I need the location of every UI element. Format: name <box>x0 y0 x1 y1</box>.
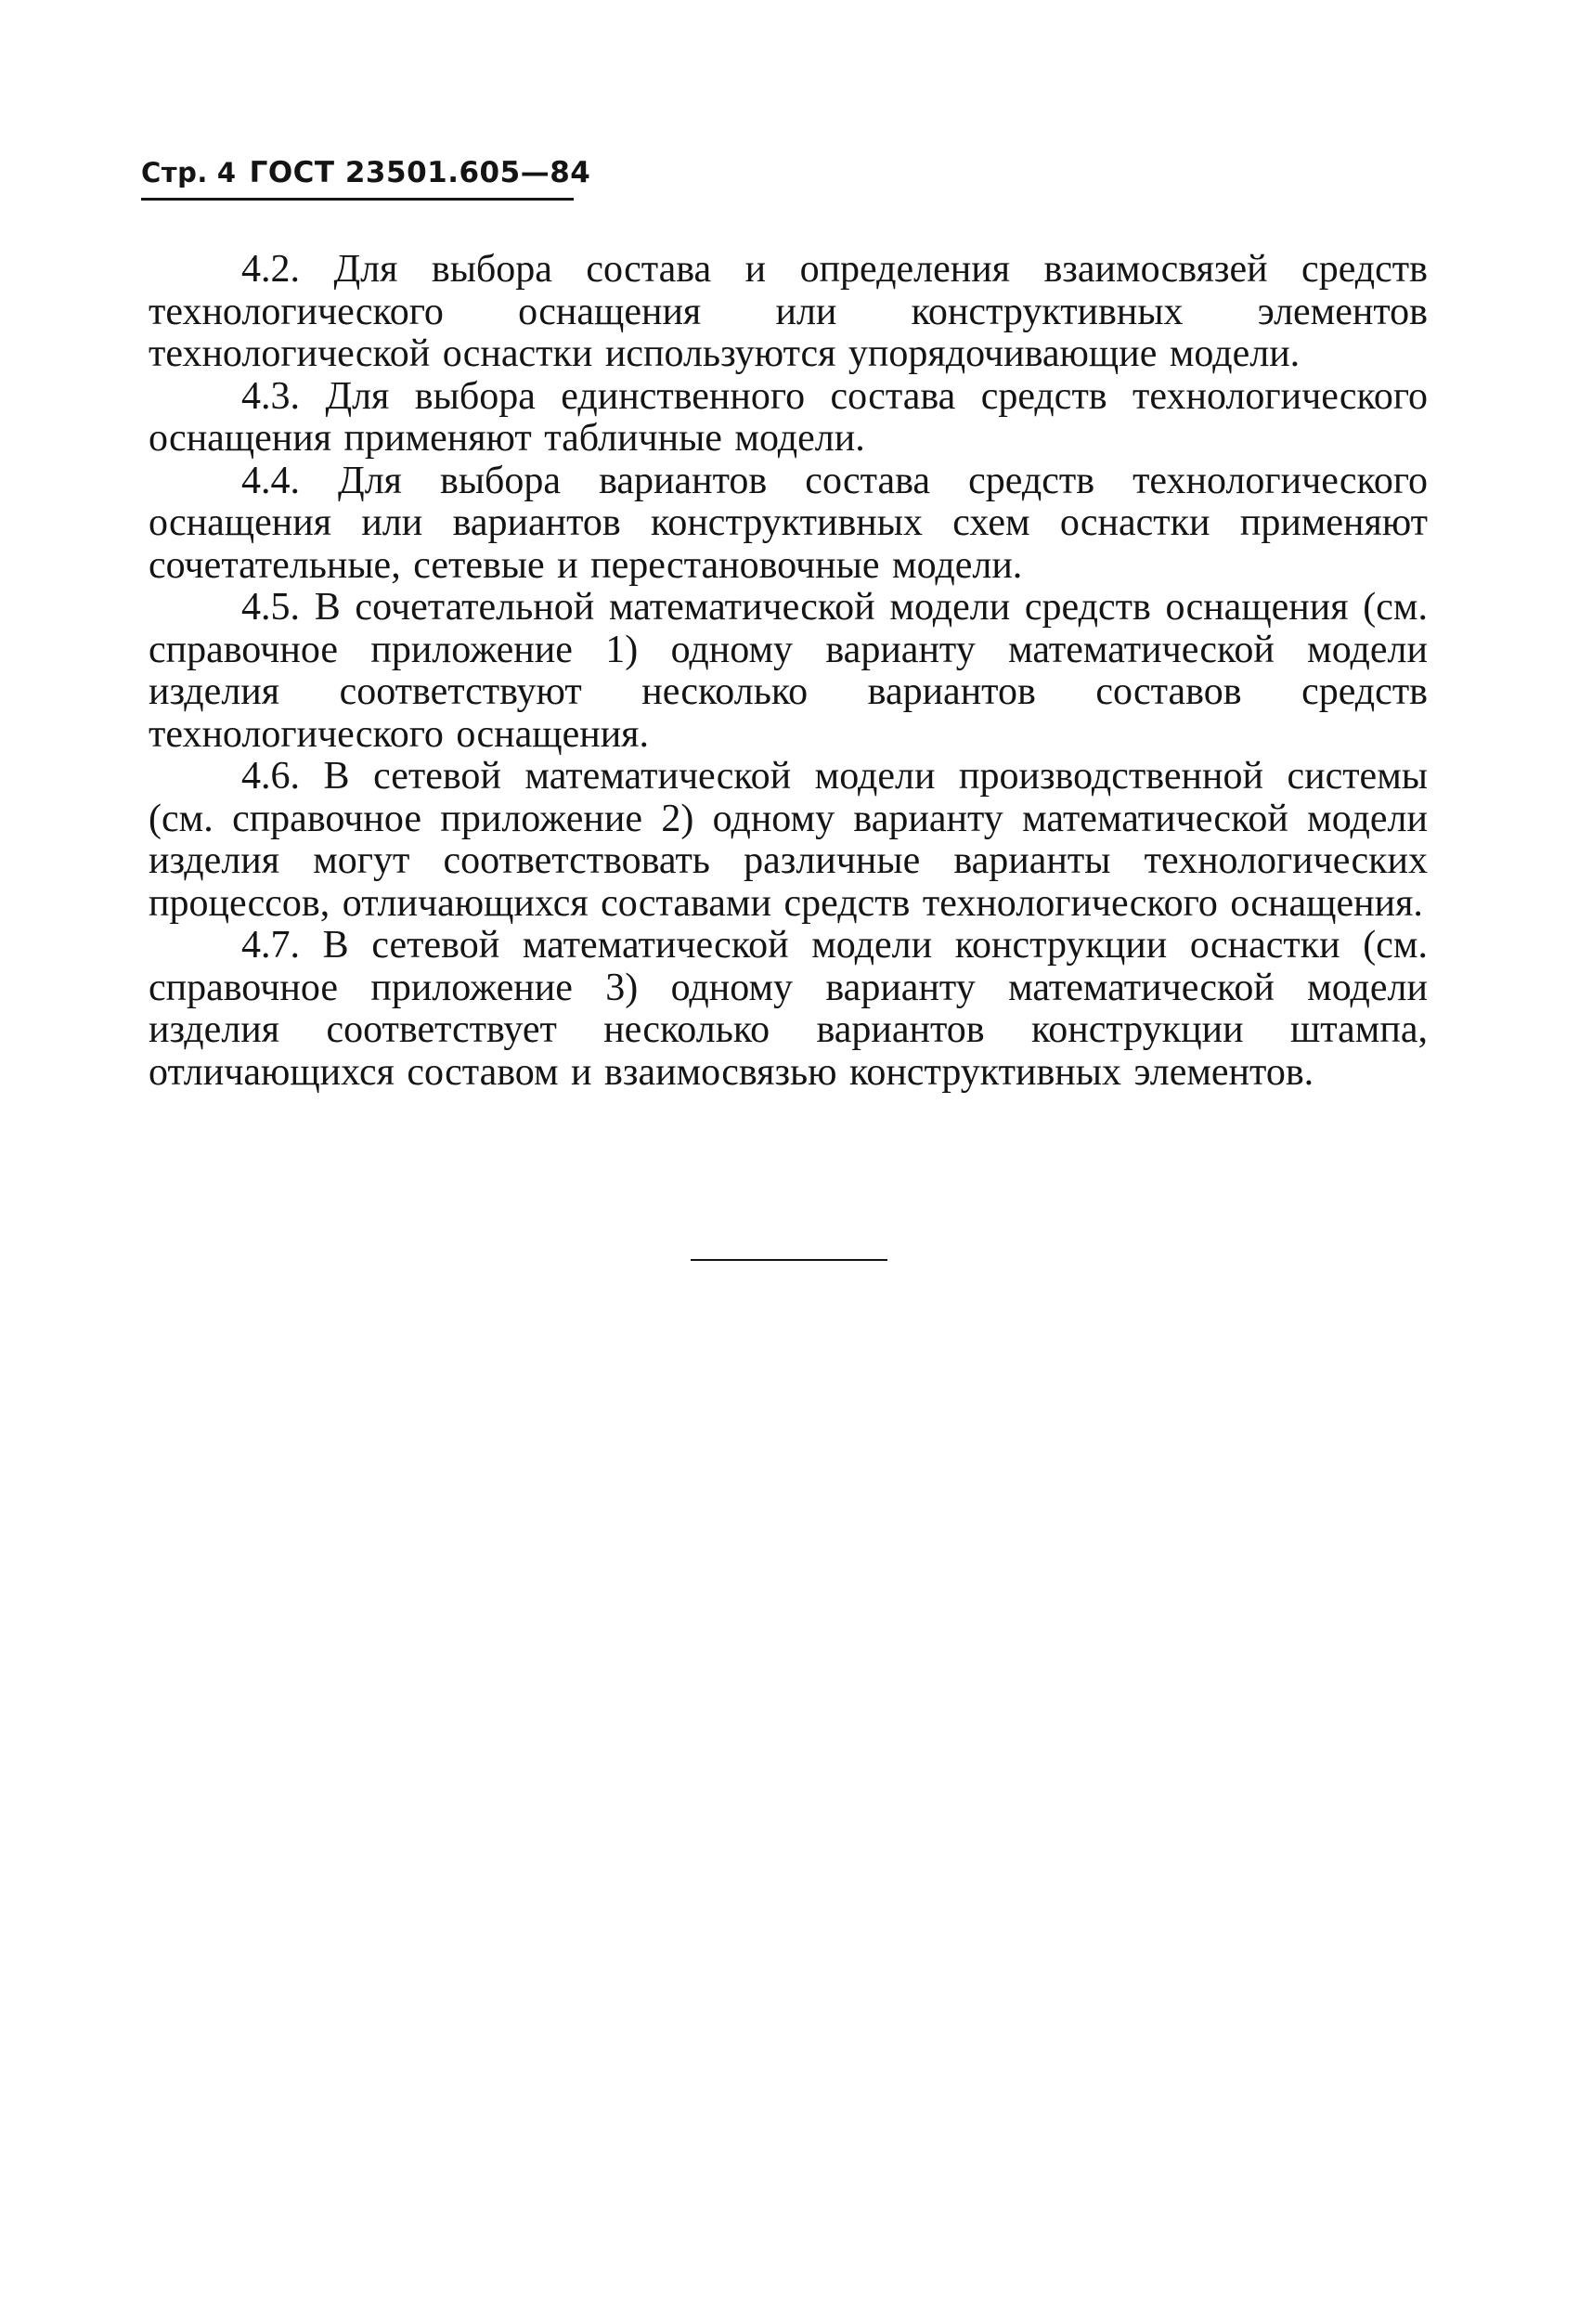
paragraph-4-2: 4.2. Для выбора состава и определения взаимосвязей средств технологического оснащения или конструктивных элементов технологической оснастки используются упорядочивающие модели. <box>149 248 1428 375</box>
paragraph-4-5: 4.5. В сочетательной математической модели средств оснащения (см. справочное приложение 1) одному варианту математической модели изделия соответствуют несколько вариантов составов средств технологического оснащения. <box>149 586 1428 756</box>
page-label: Стр. <box>141 157 208 188</box>
paragraph-4-3: 4.3. Для выбора единственного состава средств технологического оснащения применяют табличные модели. <box>149 374 1428 460</box>
paragraph-4-6: 4.6. В сетевой математической модели производственной системы (см. справочное приложение 2) одному варианту математической модели изделия могут соответствовать различные варианты технологических процессов, отличающихся составами средств технологического оснащения. <box>149 755 1428 925</box>
paragraph-4-4: 4.4. Для выбора вариантов состава средств технологического оснащения или вариантов конструктивных схем оснастки применяют сочетательные, сетевые и перестановочные модели. <box>149 459 1428 587</box>
end-of-section-rule <box>691 1259 887 1261</box>
page-header <box>141 156 591 189</box>
document-code: ГОСТ 23501.605—84 <box>249 156 591 189</box>
paragraph-4-7: 4.7. В сетевой математической модели конструкции оснастки (см. справочное приложение 3) одному варианту математической модели изделия соответствует несколько вариантов конструкции штампа, отличающихся составом и взаимосвязью конструктивных элементов. <box>149 924 1428 1094</box>
document-body <box>149 249 1428 1094</box>
page-number: 4 <box>216 157 237 188</box>
header-divider <box>141 198 574 201</box>
